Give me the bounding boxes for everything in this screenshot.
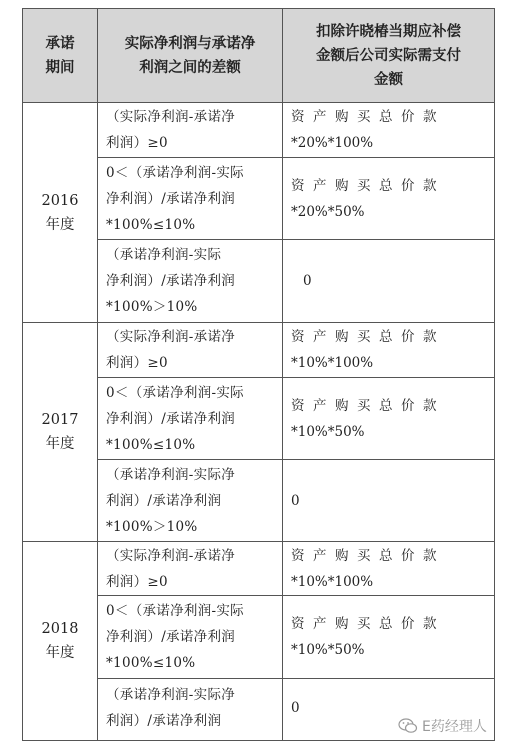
condition-cell: （实际净利润-承诺净 利润）≥0 bbox=[98, 103, 283, 158]
amount-cell: 资产购买总价款 *10%*100% bbox=[283, 323, 495, 378]
amount-cell: 资产购买总价款 *20%*100% bbox=[283, 103, 495, 158]
year-cell-2017: 2017 年度 bbox=[23, 323, 98, 542]
watermark bbox=[398, 716, 487, 736]
header-payment: 扣除许晓椿当期应补偿 金额后公司实际需支付 金额 bbox=[283, 9, 495, 103]
condition-cell: （实际净利润-承诺净 利润）≥0 bbox=[98, 323, 283, 378]
amount-cell: 资产购买总价款 *20%*50% bbox=[283, 158, 495, 240]
condition-cell: 0＜（承诺净利润-实际 净利润）/承诺净利润 *100%≤10% bbox=[98, 158, 283, 240]
watermark-text: E药经理人 bbox=[422, 719, 487, 735]
table-header-row bbox=[23, 9, 495, 103]
header-difference: 实际净利润与承诺净 利润之间的差额 bbox=[98, 9, 283, 103]
amount-cell: 资产购买总价款 *10%*50% bbox=[283, 596, 495, 679]
table-row bbox=[23, 542, 495, 596]
compensation-table bbox=[22, 8, 495, 741]
amount-cell: 资产购买总价款 *10%*50% bbox=[283, 378, 495, 460]
condition-cell: （承诺净利润-实际净 利润）/承诺净利润 *100%＞10% bbox=[98, 460, 283, 542]
year-cell-2018: 2018 年度 bbox=[23, 542, 98, 741]
year-cell-2016: 2016 年度 bbox=[23, 103, 98, 323]
amount-cell: 0 bbox=[283, 679, 495, 741]
table-row bbox=[23, 103, 495, 158]
amount-cell: 0 bbox=[283, 240, 495, 323]
condition-cell: （承诺净利润-实际 净利润）/承诺净利润 *100%＞10% bbox=[98, 240, 283, 323]
condition-cell: 0＜（承诺净利润-实际 净利润）/承诺净利润 *100%≤10% bbox=[98, 596, 283, 679]
condition-cell: 0＜（承诺净利润-实际 净利润）/承诺净利润 *100%≤10% bbox=[98, 378, 283, 460]
header-period: 承诺 期间 bbox=[23, 9, 98, 103]
condition-cell: （承诺净利润-实际净 利润）/承诺净利润 bbox=[98, 679, 283, 741]
amount-cell: 资产购买总价款 *10%*100% bbox=[283, 542, 495, 596]
table-row bbox=[23, 323, 495, 378]
amount-cell: 0 bbox=[283, 460, 495, 542]
condition-cell: （实际净利润-承诺净 利润）≥0 bbox=[98, 542, 283, 596]
wechat-icon bbox=[398, 718, 418, 734]
